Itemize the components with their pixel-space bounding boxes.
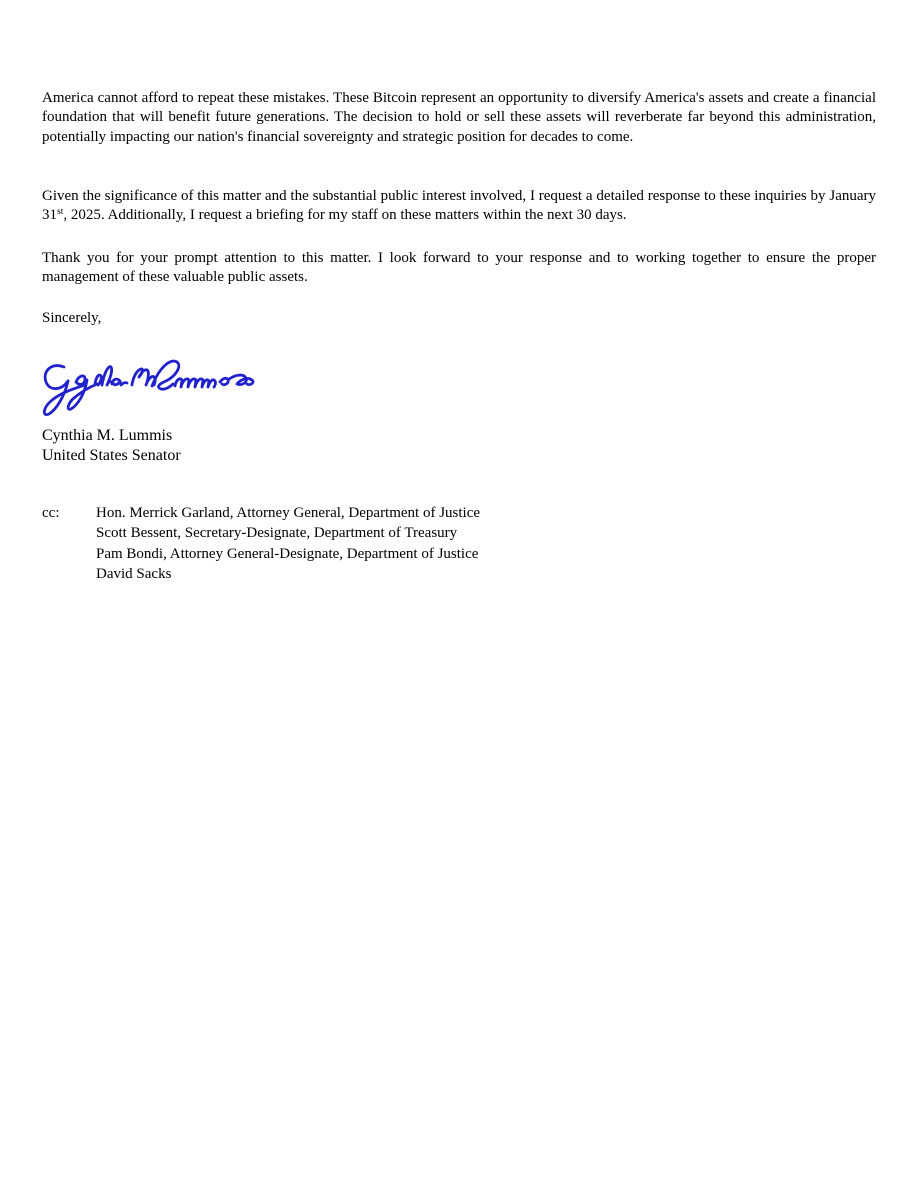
sender-title: United States Senator	[42, 447, 181, 464]
cc-recipient: Scott Bessent, Secretary-Designate, Department of Treasury	[96, 525, 458, 542]
cc-list	[96, 503, 480, 585]
paragraph-response-request-text: Given the significance of this matter and the substantial public interest involved, I request a detailed response to these inquiries by January 31	[42, 188, 876, 224]
ordinal-superscript: st	[57, 207, 64, 218]
cc-label: cc:	[42, 505, 60, 521]
paragraph-response-request-continuation: , 2025. Additionally, I request a briefing for my staff on these matters within the next 30 days.	[63, 207, 627, 224]
sender-block	[42, 426, 181, 466]
signature-ink-strokes	[40, 349, 262, 419]
paragraph-bitcoin-opportunity: America cannot afford to repeat these mistakes. These Bitcoin represent an opportunity to diversify America's assets and create a financial foundation that will benefit future generations. The decision to hold or sell these assets will reverberate far beyond this administration, potentially impacting our nation's financial sovereignty and strategic position for decades to come.	[42, 90, 876, 145]
cc-recipient: Pam Bondi, Attorney General-Designate, Department of Justice	[96, 545, 479, 562]
cc-recipient: David Sacks	[96, 566, 172, 583]
paragraph-thank-you: Thank you for your prompt attention to this matter. I look forward to your response and to working together to ensure the proper management of these valuable public assets.	[42, 250, 876, 286]
closing-salutation: Sincerely,	[42, 310, 102, 326]
paragraph-response-request	[42, 187, 876, 226]
cc-recipient: Hon. Merrick Garland, Attorney General, Department of Justice	[96, 505, 481, 521]
signature-image	[40, 349, 262, 419]
cc-block	[42, 503, 480, 585]
sender-name: Cynthia M. Lummis	[42, 427, 173, 444]
